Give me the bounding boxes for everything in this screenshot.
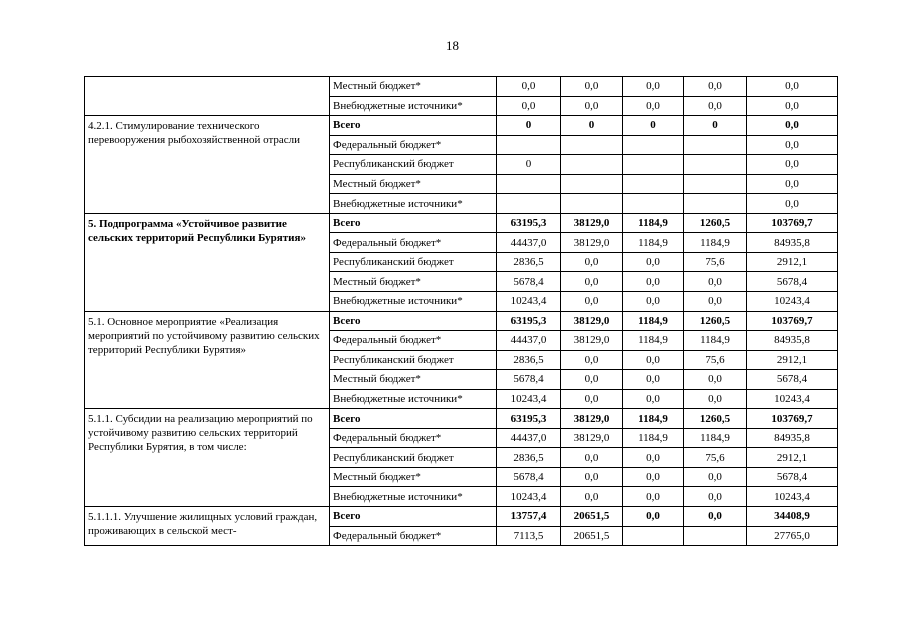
measure-name-cell: 5.1. Основное мероприятие «Реализация мероприятий по устойчивому развитию сельских территорий Республики Бурятия» <box>85 311 330 409</box>
year-value-cell: 38129,0 <box>561 409 623 429</box>
year-value-cell: 0,0 <box>561 272 623 292</box>
total-value-cell: 5678,4 <box>747 370 838 390</box>
year-value-cell: 0,0 <box>684 77 747 97</box>
year-value-cell: 0,0 <box>684 507 747 527</box>
year-value-cell: 0,0 <box>623 487 684 507</box>
total-value-cell: 27765,0 <box>747 526 838 546</box>
year-value-cell: 0,0 <box>623 448 684 468</box>
year-value-cell <box>684 155 747 175</box>
total-value-cell: 0,0 <box>747 135 838 155</box>
year-value-cell: 44437,0 <box>497 428 561 448</box>
year-value-cell: 38129,0 <box>561 213 623 233</box>
year-value-cell: 5678,4 <box>497 370 561 390</box>
table-row <box>85 409 838 429</box>
year-value-cell: 0,0 <box>561 252 623 272</box>
funding-source-cell: Местный бюджет* <box>330 467 497 487</box>
total-value-cell: 0,0 <box>747 194 838 214</box>
measure-name-cell: 5.1.1. Субсидии на реализацию мероприятий по устойчивому развитию сельских территорий Республики Бурятия, в том числе: <box>85 409 330 507</box>
funding-source-cell: Внебюджетные источники* <box>330 389 497 409</box>
total-value-cell: 0,0 <box>747 174 838 194</box>
year-value-cell <box>497 174 561 194</box>
year-value-cell: 0,0 <box>497 96 561 116</box>
year-value-cell: 0,0 <box>561 96 623 116</box>
total-value-cell: 103769,7 <box>747 311 838 331</box>
funding-source-cell: Федеральный бюджет* <box>330 135 497 155</box>
year-value-cell: 0,0 <box>684 467 747 487</box>
year-value-cell: 0,0 <box>623 292 684 312</box>
year-value-cell: 0,0 <box>561 292 623 312</box>
year-value-cell: 0 <box>561 116 623 136</box>
year-value-cell: 1184,9 <box>623 233 684 253</box>
year-value-cell: 1184,9 <box>684 331 747 351</box>
year-value-cell: 0,0 <box>623 252 684 272</box>
total-value-cell: 5678,4 <box>747 272 838 292</box>
total-value-cell: 84935,8 <box>747 233 838 253</box>
funding-source-cell: Федеральный бюджет* <box>330 428 497 448</box>
year-value-cell <box>623 155 684 175</box>
page-number: 18 <box>446 38 459 53</box>
year-value-cell <box>623 194 684 214</box>
year-value-cell: 0,0 <box>684 272 747 292</box>
measure-name-cell <box>85 77 330 116</box>
total-value-cell: 10243,4 <box>747 487 838 507</box>
year-value-cell: 20651,5 <box>561 507 623 527</box>
year-value-cell: 0,0 <box>561 389 623 409</box>
funding-source-cell: Всего <box>330 507 497 527</box>
year-value-cell: 0,0 <box>623 467 684 487</box>
table-row <box>85 311 838 331</box>
funding-source-cell: Внебюджетные источники* <box>330 292 497 312</box>
total-value-cell: 10243,4 <box>747 389 838 409</box>
total-value-cell: 84935,8 <box>747 331 838 351</box>
funding-source-cell: Республиканский бюджет <box>330 350 497 370</box>
year-value-cell <box>684 174 747 194</box>
year-value-cell: 0,0 <box>684 389 747 409</box>
year-value-cell: 1184,9 <box>684 233 747 253</box>
funding-source-cell: Всего <box>330 213 497 233</box>
year-value-cell: 1260,5 <box>684 213 747 233</box>
year-value-cell: 2836,5 <box>497 350 561 370</box>
funding-source-cell: Местный бюджет* <box>330 370 497 390</box>
funding-source-cell: Республиканский бюджет <box>330 448 497 468</box>
year-value-cell <box>497 194 561 214</box>
year-value-cell: 1184,9 <box>623 331 684 351</box>
year-value-cell: 10243,4 <box>497 389 561 409</box>
year-value-cell: 1184,9 <box>623 213 684 233</box>
year-value-cell: 1260,5 <box>684 409 747 429</box>
year-value-cell: 5678,4 <box>497 272 561 292</box>
total-value-cell: 84935,8 <box>747 428 838 448</box>
year-value-cell <box>623 526 684 546</box>
year-value-cell <box>623 135 684 155</box>
year-value-cell <box>497 135 561 155</box>
year-value-cell: 0 <box>497 155 561 175</box>
year-value-cell: 0,0 <box>623 77 684 97</box>
year-value-cell: 0,0 <box>684 370 747 390</box>
measure-name-cell: 4.2.1. Стимулирование технического перевооружения рыбохозяйственной отрасли <box>85 116 330 214</box>
year-value-cell: 44437,0 <box>497 233 561 253</box>
year-value-cell: 0 <box>684 116 747 136</box>
year-value-cell: 0,0 <box>623 96 684 116</box>
funding-source-cell: Местный бюджет* <box>330 174 497 194</box>
year-value-cell: 0 <box>623 116 684 136</box>
year-value-cell: 10243,4 <box>497 292 561 312</box>
table-row <box>85 77 838 97</box>
year-value-cell: 63195,3 <box>497 311 561 331</box>
year-value-cell: 38129,0 <box>561 311 623 331</box>
year-value-cell <box>623 174 684 194</box>
year-value-cell: 0,0 <box>684 487 747 507</box>
year-value-cell: 7113,5 <box>497 526 561 546</box>
table-row <box>85 507 838 527</box>
funding-source-cell: Внебюджетные источники* <box>330 96 497 116</box>
funding-source-cell: Внебюджетные источники* <box>330 487 497 507</box>
funding-source-cell: Республиканский бюджет <box>330 155 497 175</box>
year-value-cell: 38129,0 <box>561 233 623 253</box>
year-value-cell <box>684 194 747 214</box>
year-value-cell <box>561 174 623 194</box>
year-value-cell: 1184,9 <box>623 428 684 448</box>
year-value-cell <box>684 526 747 546</box>
year-value-cell: 0,0 <box>561 77 623 97</box>
funding-source-cell: Всего <box>330 409 497 429</box>
year-value-cell <box>561 194 623 214</box>
year-value-cell: 75,6 <box>684 252 747 272</box>
total-value-cell: 2912,1 <box>747 252 838 272</box>
year-value-cell: 0,0 <box>623 272 684 292</box>
year-value-cell: 63195,3 <box>497 409 561 429</box>
year-value-cell: 63195,3 <box>497 213 561 233</box>
total-value-cell: 10243,4 <box>747 292 838 312</box>
funding-source-cell: Федеральный бюджет* <box>330 331 497 351</box>
total-value-cell: 103769,7 <box>747 213 838 233</box>
funding-source-cell: Федеральный бюджет* <box>330 233 497 253</box>
year-value-cell: 20651,5 <box>561 526 623 546</box>
year-value-cell: 38129,0 <box>561 428 623 448</box>
measure-name-cell: 5.1.1.1. Улучшение жилищных условий граждан, проживающих в сельской мест- <box>85 507 330 546</box>
total-value-cell: 0,0 <box>747 96 838 116</box>
year-value-cell: 38129,0 <box>561 331 623 351</box>
year-value-cell: 0,0 <box>623 350 684 370</box>
year-value-cell: 1260,5 <box>684 311 747 331</box>
year-value-cell: 0,0 <box>561 350 623 370</box>
year-value-cell: 0,0 <box>561 487 623 507</box>
year-value-cell: 44437,0 <box>497 331 561 351</box>
total-value-cell: 5678,4 <box>747 467 838 487</box>
total-value-cell: 103769,7 <box>747 409 838 429</box>
funding-source-cell: Местный бюджет* <box>330 272 497 292</box>
year-value-cell: 0,0 <box>684 96 747 116</box>
budget-table <box>84 76 838 546</box>
year-value-cell: 0,0 <box>497 77 561 97</box>
year-value-cell: 0,0 <box>561 448 623 468</box>
year-value-cell <box>561 155 623 175</box>
year-value-cell: 75,6 <box>684 350 747 370</box>
funding-source-cell: Республиканский бюджет <box>330 252 497 272</box>
year-value-cell: 2836,5 <box>497 448 561 468</box>
year-value-cell: 5678,4 <box>497 467 561 487</box>
year-value-cell: 1184,9 <box>623 409 684 429</box>
year-value-cell: 75,6 <box>684 448 747 468</box>
budget-table-body <box>85 77 838 546</box>
year-value-cell: 13757,4 <box>497 507 561 527</box>
table-row <box>85 116 838 136</box>
year-value-cell: 0,0 <box>561 370 623 390</box>
total-value-cell: 0,0 <box>747 155 838 175</box>
funding-source-cell: Внебюджетные источники* <box>330 194 497 214</box>
year-value-cell: 1184,9 <box>684 428 747 448</box>
funding-source-cell: Федеральный бюджет* <box>330 526 497 546</box>
year-value-cell: 0,0 <box>684 292 747 312</box>
year-value-cell: 2836,5 <box>497 252 561 272</box>
funding-source-cell: Всего <box>330 311 497 331</box>
year-value-cell: 0,0 <box>623 389 684 409</box>
total-value-cell: 34408,9 <box>747 507 838 527</box>
year-value-cell: 0,0 <box>623 507 684 527</box>
table-row <box>85 213 838 233</box>
funding-source-cell: Местный бюджет* <box>330 77 497 97</box>
year-value-cell <box>561 135 623 155</box>
total-value-cell: 2912,1 <box>747 448 838 468</box>
total-value-cell: 0,0 <box>747 116 838 136</box>
year-value-cell <box>684 135 747 155</box>
year-value-cell: 0,0 <box>561 467 623 487</box>
year-value-cell: 10243,4 <box>497 487 561 507</box>
year-value-cell: 0 <box>497 116 561 136</box>
funding-source-cell: Всего <box>330 116 497 136</box>
measure-name-cell: 5. Подпрограмма «Устойчивое развитие сельских территорий Республики Бурятия» <box>85 213 330 311</box>
year-value-cell: 1184,9 <box>623 311 684 331</box>
year-value-cell: 0,0 <box>623 370 684 390</box>
total-value-cell: 0,0 <box>747 77 838 97</box>
total-value-cell: 2912,1 <box>747 350 838 370</box>
